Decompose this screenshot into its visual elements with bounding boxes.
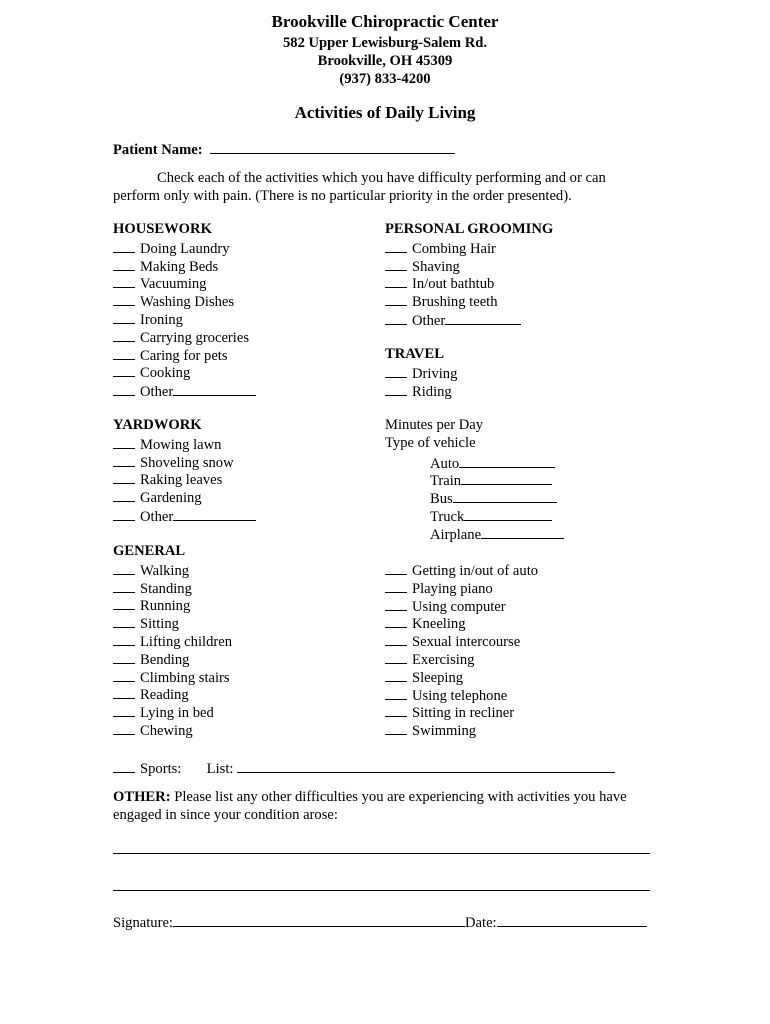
item-shoveling-snow-label: Shoveling snow: [140, 454, 234, 471]
item-gardening-checkbox[interactable]: [113, 488, 135, 502]
travel-list: [385, 364, 457, 400]
item-making-beds-checkbox[interactable]: [113, 257, 135, 271]
item-getting-in-out-of-auto-label: Getting in/out of auto: [412, 563, 539, 579]
list-item: [385, 239, 553, 257]
item-sitting-in-recliner-checkbox[interactable]: [385, 703, 407, 717]
list-item: [113, 328, 256, 346]
sports-list-field[interactable]: [237, 758, 615, 773]
address-line-1: 582 Upper Lewisburg-Salem Rd.: [282, 35, 488, 51]
item-driving-label: Driving: [412, 365, 458, 382]
item-other-checkbox[interactable]: [113, 507, 135, 521]
list-item: [385, 561, 538, 579]
item-running-label: Running: [140, 598, 191, 615]
vehicle-type-label: Type of vehicle: [385, 434, 476, 451]
other-answer-line-1[interactable]: [113, 853, 650, 854]
item-gardening-label: Gardening: [140, 490, 202, 507]
sports-row: [113, 758, 615, 778]
list-item: [113, 650, 232, 668]
item-lying-in-bed-checkbox[interactable]: [113, 703, 135, 717]
item-other-label: Other: [140, 384, 174, 401]
grooming-list: [385, 239, 553, 328]
item-using-telephone-checkbox[interactable]: [385, 686, 407, 700]
general-right-section: [385, 561, 538, 739]
item-getting-in-out-of-auto-checkbox[interactable]: [385, 561, 407, 575]
housework-list: [113, 239, 256, 399]
list-item: [113, 506, 256, 524]
list-item: [385, 614, 538, 632]
yardwork-list: [113, 435, 256, 524]
org-name: Brookville Chiropractic Center: [271, 12, 499, 31]
item-bending-checkbox[interactable]: [113, 650, 135, 664]
vehicle-row-train: [385, 470, 564, 488]
general-left-list: [113, 561, 232, 739]
list-item: [385, 382, 457, 400]
item-washing-dishes-label: Washing Dishes: [140, 294, 235, 311]
item-caring-for-pets-checkbox[interactable]: [113, 346, 135, 360]
list-item: [385, 597, 538, 615]
patient-name-label: Patient Name:: [113, 142, 203, 158]
item-lifting-children-checkbox[interactable]: [113, 632, 135, 646]
other-label: OTHER:: [113, 789, 171, 805]
form-title: Activities of Daily Living: [294, 103, 476, 122]
date-label: Date:: [465, 915, 497, 931]
list-item: [113, 310, 256, 328]
item-kneeling-label: Kneeling: [412, 616, 466, 633]
list-item: [113, 381, 256, 399]
item-brushing-teeth-label: Brushing teeth: [412, 294, 498, 311]
item-mowing-lawn-checkbox[interactable]: [113, 435, 135, 449]
vehicle-minutes-field-bus[interactable]: [453, 488, 557, 503]
list-item: [385, 668, 538, 686]
travel-heading: TRAVEL: [385, 346, 444, 362]
list-item: [113, 703, 232, 721]
item-kneeling-checkbox[interactable]: [385, 614, 407, 628]
sports-checkbox[interactable]: [113, 759, 135, 773]
vehicle-label-bus: Bus: [430, 491, 453, 508]
vehicle-minutes-field-airplane[interactable]: [481, 524, 564, 539]
item-riding-checkbox[interactable]: [385, 382, 407, 396]
signature-row: [113, 912, 647, 932]
item-driving-checkbox[interactable]: [385, 364, 407, 378]
list-item: [385, 650, 538, 668]
item-sitting-in-recliner-label: Sitting in recliner: [412, 705, 515, 722]
list-item: [385, 579, 538, 597]
list-item: [113, 668, 232, 686]
vehicle-label-airplane: Airplane: [430, 526, 482, 543]
vehicle-row-truck: [385, 506, 564, 524]
travel-section: [385, 346, 457, 399]
date-field[interactable]: [497, 912, 647, 927]
vehicle-minutes-field-auto[interactable]: [459, 453, 555, 468]
list-item: [385, 703, 538, 721]
item-lying-in-bed-label: Lying in bed: [140, 705, 214, 722]
item-vacuuming-checkbox[interactable]: [113, 274, 135, 288]
item-ironing-checkbox[interactable]: [113, 310, 135, 324]
other-line-2: engaged in since your condition arose:: [113, 807, 338, 823]
grooming-section: [385, 221, 553, 328]
item-cooking-checkbox[interactable]: [113, 363, 135, 377]
item-sexual-intercourse-checkbox[interactable]: [385, 632, 407, 646]
item-cooking-label: Cooking: [140, 365, 191, 382]
vehicle-label-train: Train: [430, 473, 462, 490]
item-other-checkbox[interactable]: [385, 311, 407, 325]
list-item: [113, 346, 256, 364]
vehicle-list: [385, 453, 564, 542]
item-climbing-stairs-checkbox[interactable]: [113, 668, 135, 682]
item-standing-checkbox[interactable]: [113, 579, 135, 593]
list-item: [113, 596, 232, 614]
item-other-label: Other: [412, 312, 446, 329]
list-item: [113, 292, 256, 310]
signature-label: Signature:: [113, 915, 173, 931]
item-sexual-intercourse-label: Sexual intercourse: [412, 634, 521, 651]
general-heading: GENERAL: [113, 543, 186, 559]
list-item: [113, 721, 232, 739]
item-other-specify-field[interactable]: [173, 506, 256, 521]
item-chewing-label: Chewing: [140, 722, 193, 739]
item-shoveling-snow-checkbox[interactable]: [113, 453, 135, 467]
list-item: [385, 364, 457, 382]
list-item: [385, 310, 553, 328]
item-making-beds-label: Making Beds: [140, 258, 219, 275]
item-exercising-checkbox[interactable]: [385, 650, 407, 664]
general-right-list: [385, 561, 538, 739]
item-vacuuming-label: Vacuuming: [140, 276, 207, 293]
item-walking-label: Walking: [140, 562, 190, 579]
housework-heading: HOUSEWORK: [113, 221, 212, 237]
item-swimming-checkbox[interactable]: [385, 721, 407, 735]
item-using-computer-checkbox[interactable]: [385, 597, 407, 611]
item-raking-leaves-label: Raking leaves: [140, 472, 223, 489]
item-sitting-label: Sitting: [140, 616, 179, 633]
housework-section: [113, 221, 256, 399]
list-item: [113, 363, 256, 381]
other-answer-line-2[interactable]: [113, 890, 650, 891]
vehicle-label-auto: Auto: [430, 455, 460, 472]
item-exercising-label: Exercising: [412, 651, 475, 668]
item-reading-checkbox[interactable]: [113, 685, 135, 699]
sports-list-label: List:: [206, 761, 234, 777]
item-sitting-checkbox[interactable]: [113, 614, 135, 628]
item-in-out-bathtub-checkbox[interactable]: [385, 274, 407, 288]
address-line-2: Brookville, OH 45309: [317, 53, 453, 69]
list-item: [113, 257, 256, 275]
general-section: [113, 543, 232, 739]
phone: (937) 833-4200: [339, 71, 431, 87]
signature-field[interactable]: [173, 912, 465, 927]
other-text-1: Please list any other difficulties you are experiencing with activities you have: [170, 789, 627, 805]
patient-name-field[interactable]: [210, 139, 455, 154]
item-washing-dishes-checkbox[interactable]: [113, 292, 135, 306]
list-item: [113, 614, 232, 632]
instructions-line-1: Check each of the activities which you have difficulty performing and or can: [157, 170, 606, 186]
list-item: [113, 470, 256, 488]
list-item: [113, 453, 256, 471]
list-item: [385, 292, 553, 310]
item-riding-label: Riding: [412, 383, 452, 400]
list-item: [113, 579, 232, 597]
item-using-computer-label: Using computer: [412, 598, 506, 615]
item-lifting-children-label: Lifting children: [140, 633, 232, 650]
item-caring-for-pets-label: Caring for pets: [140, 347, 228, 364]
list-item: [385, 257, 553, 275]
vehicle-minutes-field-train[interactable]: [461, 470, 552, 485]
list-item: [385, 686, 538, 704]
item-doing-laundry-label: Doing Laundry: [140, 240, 230, 257]
grooming-heading: PERSONAL GROOMING: [385, 221, 554, 237]
item-standing-label: Standing: [140, 580, 192, 597]
list-item: [385, 632, 538, 650]
item-swimming-label: Swimming: [412, 723, 477, 740]
item-other-label: Other: [140, 508, 174, 525]
yardwork-section: [113, 417, 256, 524]
list-item: [113, 488, 256, 506]
list-item: [113, 239, 256, 257]
item-reading-label: Reading: [140, 687, 189, 704]
vehicle-row-airplane: [385, 524, 564, 542]
item-combing-hair-label: Combing Hair: [412, 240, 496, 257]
item-mowing-lawn-label: Mowing lawn: [140, 436, 222, 453]
item-playing-piano-checkbox[interactable]: [385, 579, 407, 593]
vehicle-row-auto: [385, 453, 564, 471]
item-raking-leaves-checkbox[interactable]: [113, 470, 135, 484]
minutes-per-day-label: Minutes per Day: [385, 417, 484, 433]
sports-label: Sports:: [140, 761, 182, 777]
item-carrying-groceries-label: Carrying groceries: [140, 329, 250, 346]
item-using-telephone-label: Using telephone: [412, 687, 508, 704]
item-combing-hair-checkbox[interactable]: [385, 239, 407, 253]
item-other-specify-field[interactable]: [445, 310, 521, 325]
list-item: [113, 274, 256, 292]
item-carrying-groceries-checkbox[interactable]: [113, 328, 135, 342]
item-climbing-stairs-label: Climbing stairs: [140, 669, 230, 686]
list-item: [113, 632, 232, 650]
item-walking-checkbox[interactable]: [113, 561, 135, 575]
item-doing-laundry-checkbox[interactable]: [113, 239, 135, 253]
list-item: [113, 561, 232, 579]
instructions-line-2: perform only with pain. (There is no particular priority in the order presented).: [113, 188, 572, 204]
item-chewing-checkbox[interactable]: [113, 721, 135, 735]
item-shaving-label: Shaving: [412, 258, 460, 275]
list-item: [385, 274, 553, 292]
patient-name-row: [113, 139, 455, 159]
item-other-specify-field[interactable]: [173, 381, 256, 396]
vehicle-minutes-field-truck[interactable]: [464, 506, 552, 521]
list-item: [113, 685, 232, 703]
item-brushing-teeth-checkbox[interactable]: [385, 292, 407, 306]
list-item: [385, 721, 538, 739]
item-shaving-checkbox[interactable]: [385, 257, 407, 271]
item-bending-label: Bending: [140, 651, 190, 668]
item-other-checkbox[interactable]: [113, 382, 135, 396]
item-ironing-label: Ironing: [140, 311, 183, 328]
vehicle-label-truck: Truck: [430, 508, 465, 525]
other-line-1: [113, 788, 627, 806]
item-running-checkbox[interactable]: [113, 596, 135, 610]
item-in-out-bathtub-label: In/out bathtub: [412, 276, 495, 293]
vehicle-section: [385, 417, 564, 542]
vehicle-row-bus: [385, 488, 564, 506]
item-playing-piano-label: Playing piano: [412, 580, 493, 597]
item-sleeping-checkbox[interactable]: [385, 668, 407, 682]
list-item: [113, 435, 256, 453]
yardwork-heading: YARDWORK: [113, 417, 202, 433]
item-sleeping-label: Sleeping: [412, 669, 464, 686]
